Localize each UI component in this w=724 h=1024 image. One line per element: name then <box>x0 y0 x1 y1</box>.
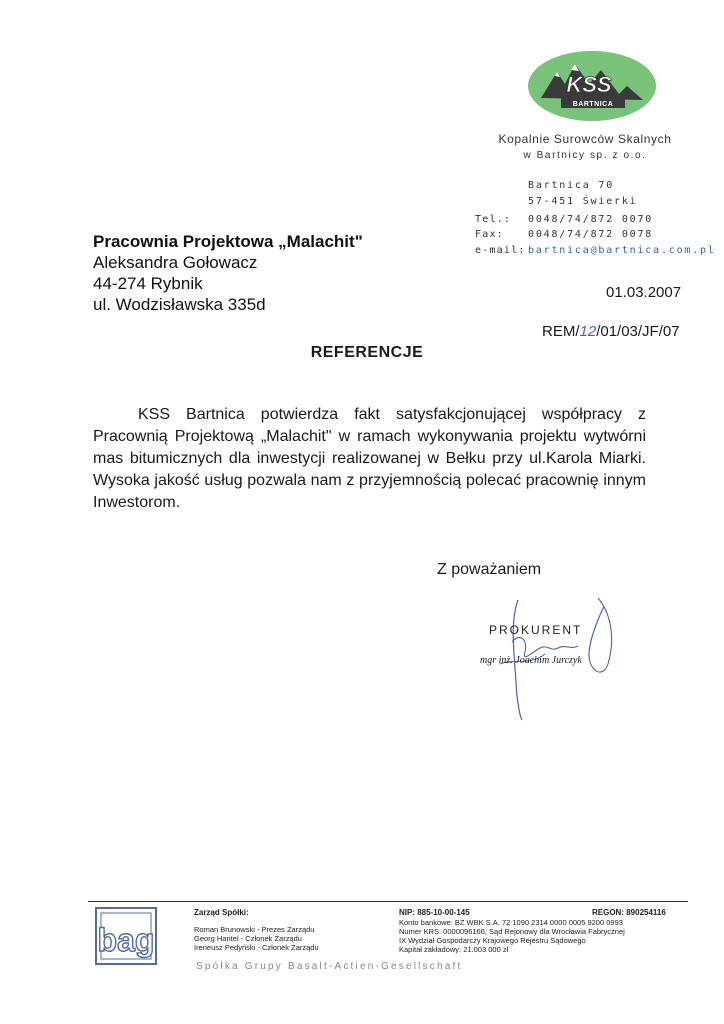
reference-prefix: REM/ <box>542 323 580 340</box>
svg-text:KSS: KSS <box>566 72 612 97</box>
kss-bartnica-logo <box>527 50 657 122</box>
company-name: Kopalnie Surowców Skalnych <box>498 132 672 146</box>
bag-logo <box>95 907 157 965</box>
registry-line: Numer KRS: 0000096166, Sąd Rejonowy dla Wrocławia Fabrycznej <box>399 927 625 936</box>
company-subtitle: w Bartnicy sp. z o.o. <box>523 150 647 161</box>
reference-handwritten: 12 <box>579 323 597 340</box>
company-address-line: Bartnica 70 <box>528 180 615 191</box>
regon-number: REGON: 890254116 <box>592 908 666 917</box>
fax-label: Fax: <box>475 229 504 240</box>
stamp-signer: mgr inż. Joachim Jurczyk <box>480 655 582 666</box>
management-title: Zarząd Spółki: <box>194 908 249 917</box>
fax-value: 0048/74/872 0078 <box>528 229 654 240</box>
email-label: e-mail: <box>475 245 526 256</box>
stamp-role: PROKURENT <box>489 623 583 637</box>
company-address-line: 57-451 Świerki <box>528 196 638 207</box>
letter-date: 01.03.2007 <box>606 284 682 301</box>
closing-phrase: Z poważaniem <box>437 561 542 578</box>
registry-line: Konto bankowe: BZ WBK S.A. 72 1090 2314 0000 0005 9200 0993 <box>399 918 623 927</box>
recipient-city: 44-274 Rybnik <box>93 274 203 293</box>
management-member: Roman Brunowski - Prezes Zarządu <box>194 925 315 934</box>
svg-text:BARTNICA: BARTNICA <box>572 101 614 108</box>
body-paragraph: KSS Bartnica potwierdza fakt satysfakcjonującej współpracy z Pracownią Projektową „Malachit" w ramach wykonywania projektu wytwórni mas bitumicznych dla inwestycji realizowanej w Bełku przy ul.Karola Miarki. Wysoka jakość usług pozwala nam z przyjemnością polecać pracownię innym Inwestorom. <box>93 406 646 511</box>
management-list <box>194 925 319 952</box>
svg-text:bag: bag <box>97 922 155 958</box>
reference-number <box>542 323 680 340</box>
registry-line: IX Wydział Gospodarczy Krajowego Rejestru Sądowego <box>399 936 586 945</box>
letter-body <box>93 404 646 514</box>
email-link[interactable]: bartnica@bartnica.com.pl <box>528 245 716 256</box>
nip-number: NIP: 885-10-00-145 <box>399 908 470 917</box>
management-member: Georg Hantel - Członek Zarządu <box>194 934 302 943</box>
registry-info <box>399 918 684 954</box>
management-member: Ireneusz Pedyński - Członek Zarządu <box>194 943 319 952</box>
recipient-person: Aleksandra Gołowacz <box>93 253 258 272</box>
phone-label: Tel.: <box>475 214 512 225</box>
letter-title: REFERENCJE <box>310 344 424 361</box>
group-affiliation: Spółka Grupy Basalt-Actien-Gesellschaft <box>196 961 463 972</box>
recipient-street: ul. Wodzisławska 335d <box>93 295 266 314</box>
reference-suffix: /01/03/JF/07 <box>596 323 680 340</box>
registry-line: Kapitał zakładowy: 21.003 000 zł <box>399 945 509 954</box>
footer-divider <box>88 901 688 902</box>
phone-value: 0048/74/872 0070 <box>528 214 654 225</box>
recipient-company: Pracownia Projektowa „Malachit" <box>93 232 363 251</box>
